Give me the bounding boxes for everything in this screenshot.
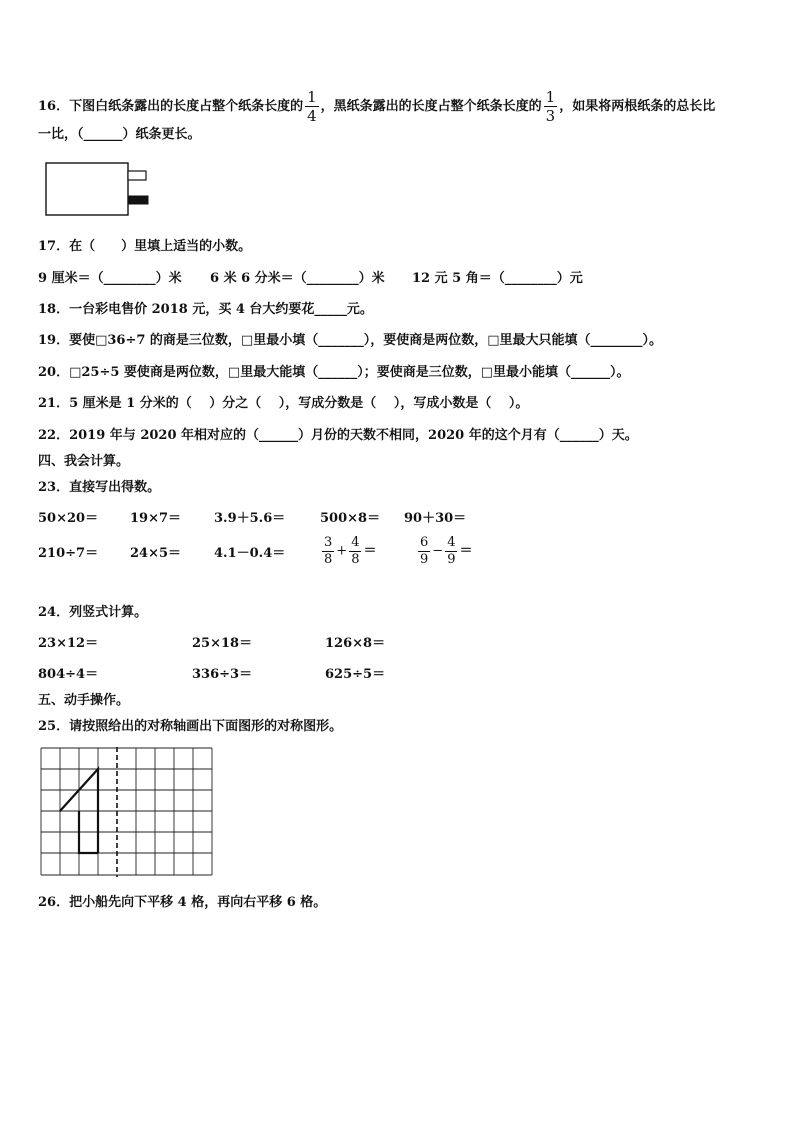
paper-strips-diagram <box>44 162 154 218</box>
q22: 22．2019 年与 2020 年相对应的（______）月份的天数不相同，2020 年的这个月有（______）天。 <box>38 428 638 443</box>
q23-title: 23．直接写出得数。 <box>38 480 161 495</box>
q24-r1-c1: 23×12＝ <box>38 636 99 651</box>
q25-title: 25．请按照给出的对称轴画出下面图形的对称图形。 <box>38 719 343 734</box>
q26: 26．把小船先向下平移 4 格，再向右平移 6 格。 <box>38 895 327 910</box>
fraction-one-third: $\frac{1}{3}$ <box>545 88 556 125</box>
q24-r1-c3: 126×8＝ <box>325 636 386 651</box>
equals-sign: ＝ <box>363 543 377 559</box>
envelope-box <box>46 163 128 215</box>
q23-r2-c1: 210÷7＝ <box>38 546 99 561</box>
q23-fraction-expr-a <box>320 535 376 568</box>
grid-lines <box>41 748 212 875</box>
q24-r2-c3: 625÷5＝ <box>325 667 386 682</box>
q16-line2: 一比，（______）纸条更长。 <box>38 127 201 142</box>
q20: 20．□25÷5 要使商是两位数，□里最大能填（______）；要使商是三位数，□里最小能填（______）。 <box>38 365 630 380</box>
q21: 21．5 厘米是 1 分米的（ ）分之（ ），写成分数是（ ），写成小数是（ ）。 <box>38 396 529 411</box>
q16-text-part1: 16．下图白纸条露出的长度占整个纸条长度的 <box>38 99 304 114</box>
q24-r2-c1: 804÷4＝ <box>38 667 99 682</box>
q17-item-c: 12 元 5 角＝（________）元 <box>412 271 583 286</box>
q24-r1-c2: 25×18＝ <box>192 636 253 651</box>
fraction-a1: $\frac{3}{8}$ <box>324 535 333 567</box>
q17-item-b: 6 米 6 分米＝（________）米 <box>210 271 385 286</box>
fraction-one-quarter: $\frac{1}{4}$ <box>307 88 317 125</box>
q23-r2-c3: 4.1－0.4＝ <box>214 546 286 561</box>
q19: 19．要使□36÷7 的商是三位数，□里最小填（_______），要使商是两位数，□里最大只能填（________）。 <box>38 333 662 348</box>
q23-r2-c2: 24×5＝ <box>130 546 182 561</box>
equals-sign: ＝ <box>459 543 473 559</box>
fraction-b2: $\frac{4}{9}$ <box>447 535 456 567</box>
symmetry-grid-figure <box>40 747 214 881</box>
q16-line1 <box>38 88 715 125</box>
q23-r1-c1: 50×20＝ <box>38 511 99 526</box>
fraction-b1: $\frac{6}{9}$ <box>420 535 429 567</box>
q16-text-part3: ，如果将两根纸条的总长比 <box>559 99 716 114</box>
plus-sign: + <box>336 543 348 559</box>
black-paper-strip <box>128 196 148 204</box>
q23-r1-c5: 90＋30＝ <box>404 511 467 526</box>
q16-text-part2: ，黑纸条露出的长度占整个纸条长度的 <box>320 99 542 114</box>
fraction-a2: $\frac{4}{8}$ <box>351 535 360 567</box>
section-5-heading: 五、动手操作。 <box>38 693 130 708</box>
q18: 18．一台彩电售价 2018 元，买 4 台大约要花_____元。 <box>38 302 373 317</box>
q23-fraction-expr-b <box>416 535 472 568</box>
q24-r2-c2: 336÷3＝ <box>192 667 253 682</box>
white-paper-strip <box>128 171 146 180</box>
q23-r1-c3: 3.9＋5.6＝ <box>214 511 286 526</box>
q24-title: 24．列竖式计算。 <box>38 605 148 620</box>
q23-r1-c2: 19×7＝ <box>130 511 182 526</box>
q17-item-a: 9 厘米＝（________）米 <box>38 271 182 286</box>
q17-title: 17．在（ ）里填上适当的小数。 <box>38 239 252 254</box>
minus-sign: − <box>432 543 444 559</box>
section-4-heading: 四、我会计算。 <box>38 454 130 469</box>
q23-r1-c4: 500×8＝ <box>320 511 381 526</box>
